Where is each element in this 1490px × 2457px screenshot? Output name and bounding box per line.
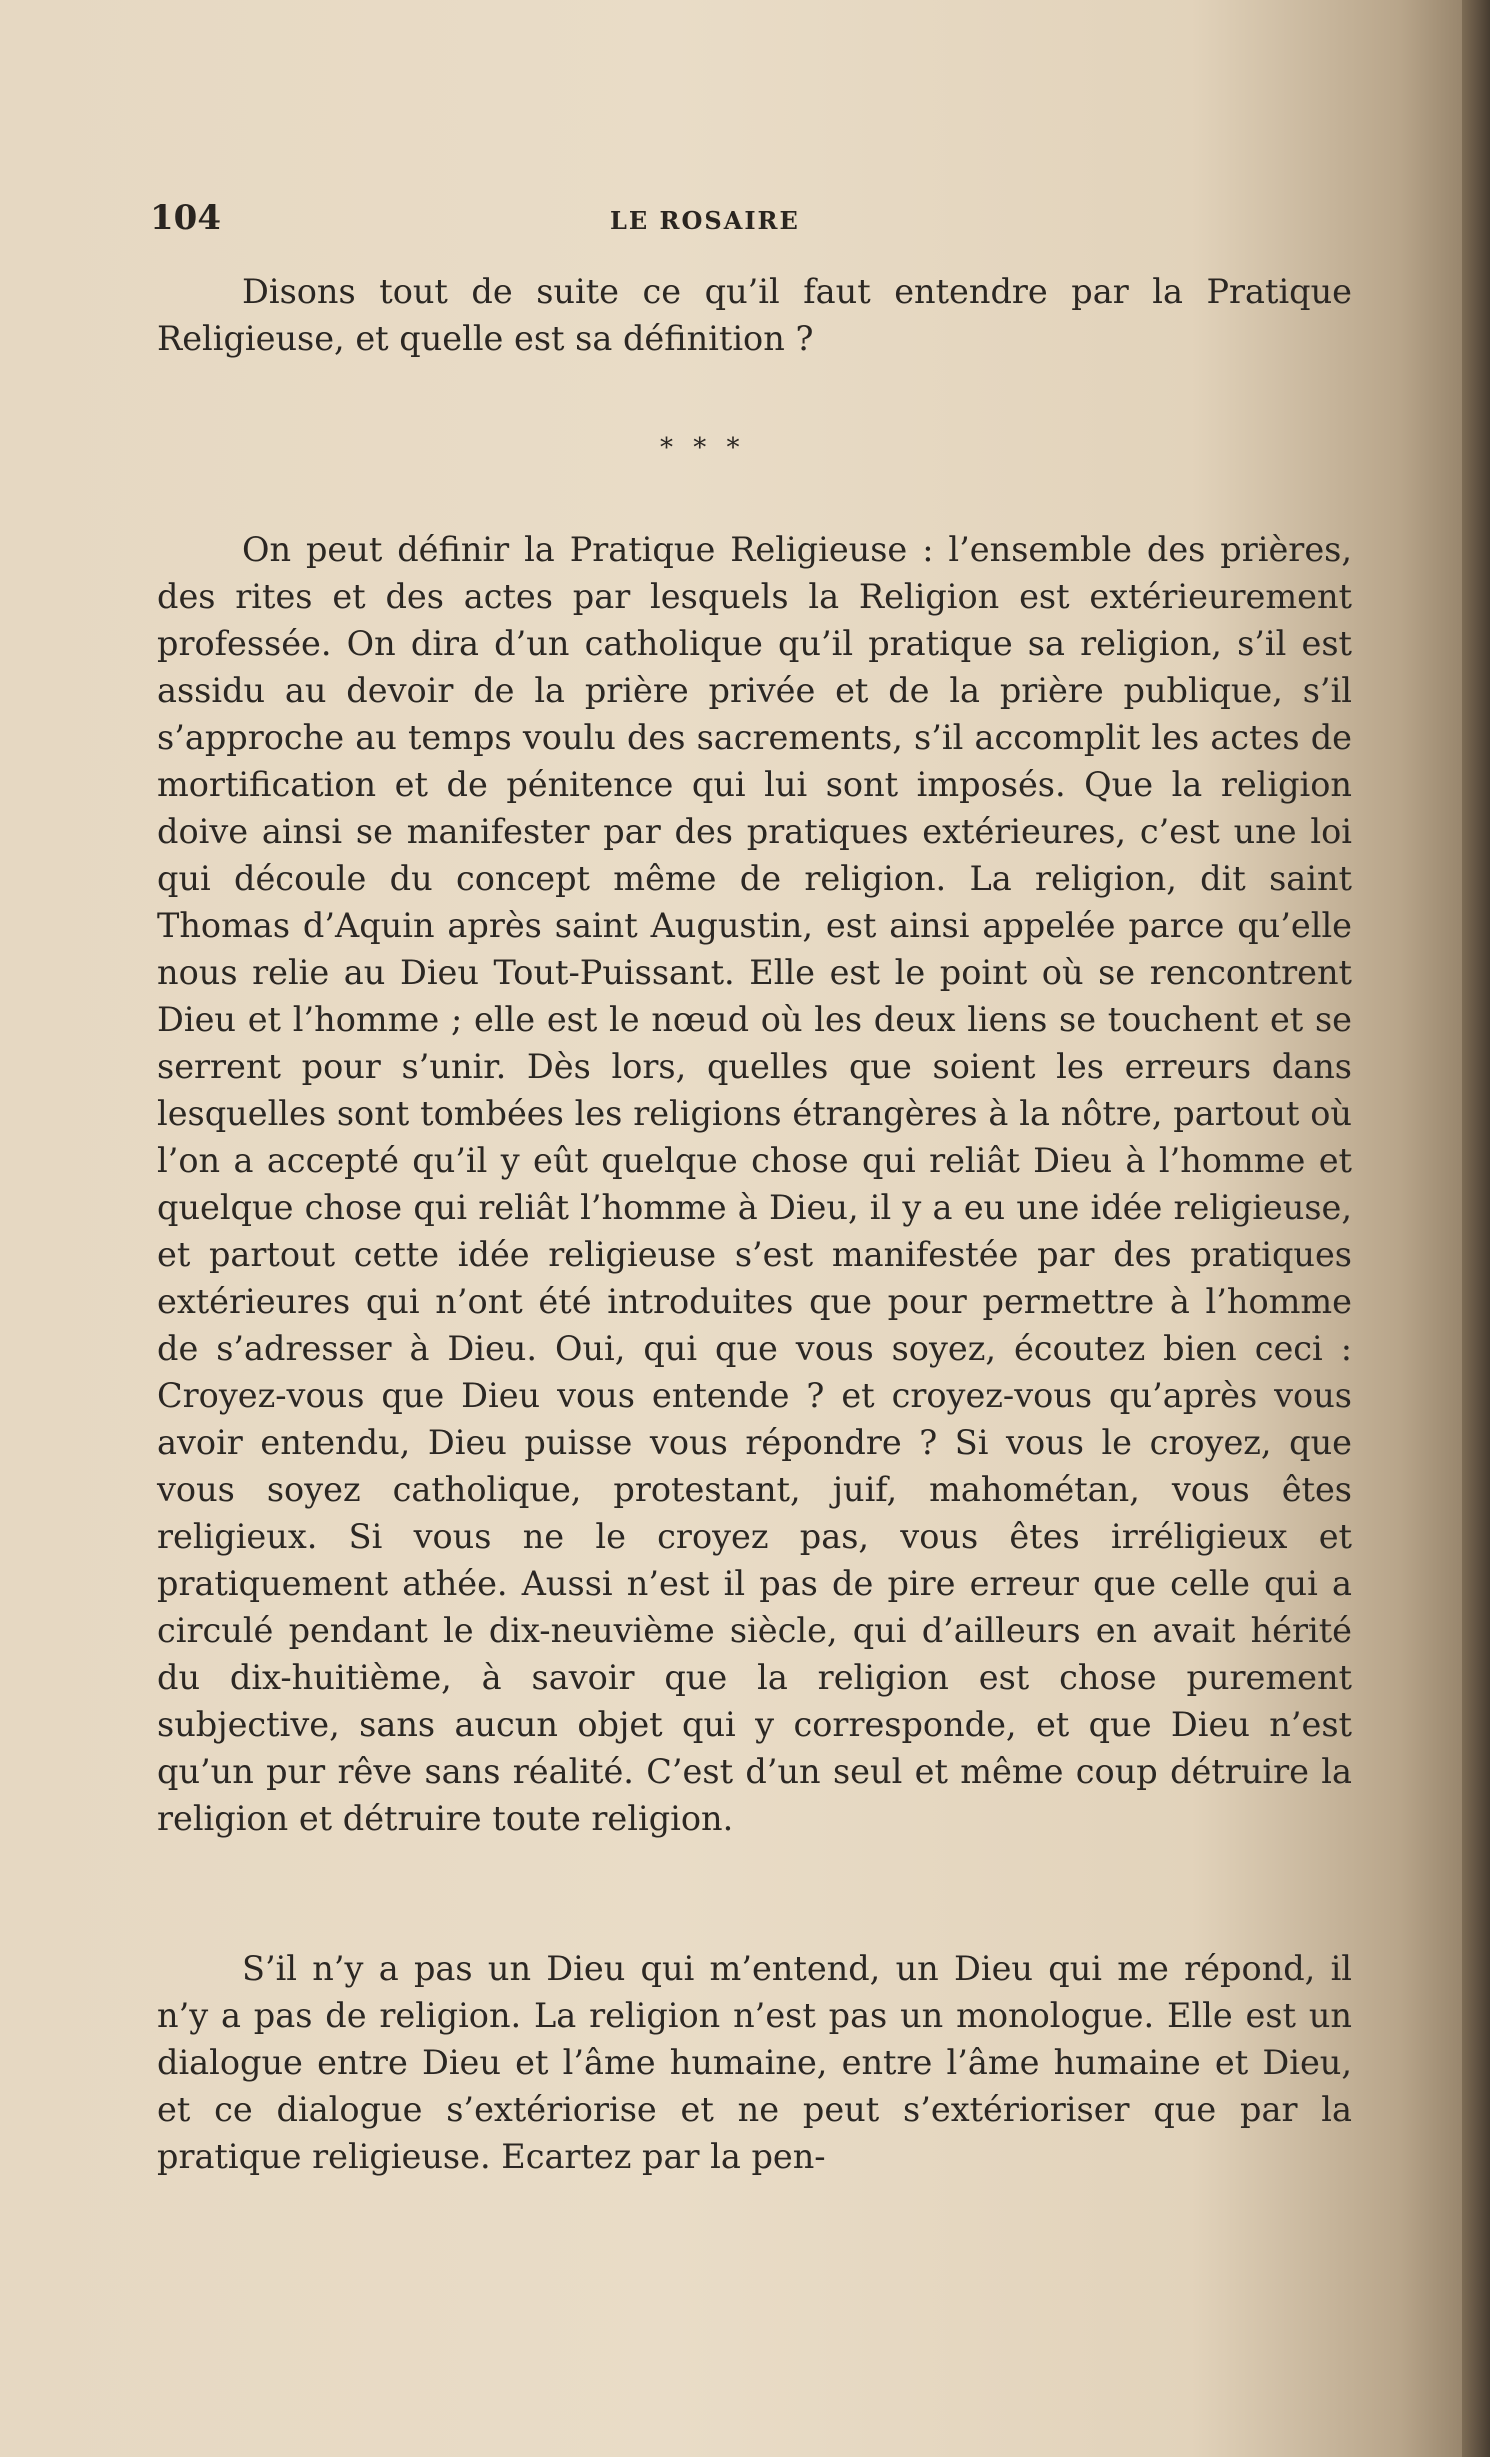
paragraph-3: S’il n’y a pas un Dieu qui m’entend, un Dieu qui me répond, il n’y a pas de religion. La religion n’est pas un monologue. Elle est un dialogue entre Dieu et l’âme humaine, entre l’âme humaine et Dieu, et ce dialogue s’extériorise et ne peut s’extérioriser que par la pratique religieuse. Ecartez par la pen- [157, 1949, 1352, 2176]
page-header [150, 198, 1350, 238]
page-edge-shadow [1462, 0, 1490, 2457]
asterism-divider [660, 425, 760, 475]
main-paragraph-block [157, 526, 1352, 1842]
paragraph-1: Disons tout de suite ce qu’il faut entendre par la Pratique Religieuse, et quelle est sa définition ? [157, 272, 1352, 358]
running-title: LE ROSAIRE [610, 206, 800, 235]
opening-paragraph-block [157, 268, 1352, 362]
closing-paragraph-block [157, 1945, 1352, 2180]
page-number: 104 [150, 198, 221, 238]
paragraph-2: On peut définir la Pratique Religieuse : l’ensemble des prières, des rites et des actes par lesquels la Religion est extérieurement professée. On dira d’un catholique qu’il pratique sa religion, s’il est assidu au devoir de la prière privée et de la prière publique, s’il s’approche au temps voulu des sacrements, s’il accomplit les actes de mortification et de pénitence qui lui sont imposés. Que la religion doive ainsi se manifester par des pratiques extérieures, c’est une loi qui découle du concept même de religion. La religion, dit saint Thomas d’Aquin après saint Augustin, est ainsi appelée parce qu’elle nous relie au Dieu Tout-Puissant. Elle est le point où se rencontrent Dieu et l’homme ; elle est le nœud où les deux liens se touchent et se serrent pour s’unir. Dès lors, quelles que soient les erreurs dans lesquelles sont tombées les religions étrangères à la nôtre, partout où l’on a accepté qu’il y eût quelque chose qui reliât Dieu à l’homme et quelque chose qui reliât l’homme à Dieu, il y a eu une idée religieuse, et partout cette idée religieuse s’est manifestée par des pratiques extérieures qui n’ont été introduites que pour permettre à l’homme de s’adresser à Dieu. Oui, qui que vous soyez, écoutez bien ceci : Croyez-vous que Dieu vous entende ? et croyez-vous qu’après vous avoir entendu, Dieu puisse vous répondre ? Si vous le croyez, que vous soyez catholique, protestant, juif, mahométan, vous êtes religieux. Si vous ne le croyez pas, vous êtes irréligieux et pratiquement athée. Aussi n’est il pas de pire erreur que celle qui a circulé pendant le dix-neuvième siècle, qui d’ailleurs en avait hérité du dix-huitième, à savoir que la religion est chose purement subjective, sans aucun objet qui y corresponde, et que Dieu n’est qu’un pur rêve sans réalité. C’est d’un seul et même coup détruire la religion et détruire toute religion. [157, 530, 1352, 1838]
asterism-text: * * * [660, 433, 746, 463]
